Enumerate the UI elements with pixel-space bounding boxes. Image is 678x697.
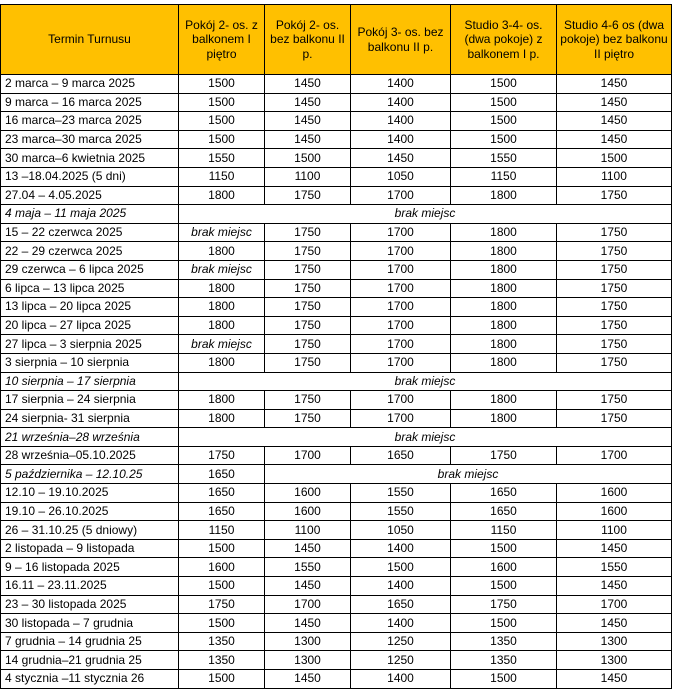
price-cell: 1750 [557,223,672,242]
price-cell: 1750 [557,260,672,279]
price-cell: 1650 [179,484,265,503]
price-cell: 1700 [351,316,451,335]
price-cell: 1150 [451,521,557,540]
table-row [1,670,672,689]
table-row [1,112,672,131]
term-cell: 13 –18.04.2025 (5 dni) [1,167,179,186]
price-cell: 1350 [451,651,557,670]
price-cell: 1650 [451,484,557,503]
price-cell: 1600 [557,502,672,521]
price-cell: 1750 [557,391,672,410]
price-cell: 1450 [265,93,351,112]
table-row [1,409,672,428]
table-row [1,539,672,558]
price-cell: 1750 [179,446,265,465]
price-cell: 1100 [265,167,351,186]
price-cell: 1700 [557,595,672,614]
price-cell: 1450 [265,130,351,149]
table-row [1,595,672,614]
term-cell: 9 marca – 16 marca 2025 [1,93,179,112]
table-row [1,353,672,372]
term-cell: 21 września–28 września [1,428,179,447]
price-cell: 1550 [451,149,557,168]
price-cell: 1700 [351,335,451,354]
term-cell: 13 lipca – 20 lipca 2025 [1,298,179,317]
price-cell: 1450 [557,130,672,149]
price-cell: 1700 [351,409,451,428]
header-term: Termin Turnusu [1,5,179,75]
price-cell: 1550 [351,502,451,521]
price-cell: 1800 [451,316,557,335]
price-cell: 1700 [351,391,451,410]
price-cell: 1450 [265,75,351,94]
price-cell: 1450 [557,670,672,689]
price-cell: 1500 [179,670,265,689]
header-row [1,5,672,75]
price-cell: 1750 [265,409,351,428]
price-cell: 1450 [557,93,672,112]
price-cell: 1300 [265,632,351,651]
price-cell: 1750 [265,242,351,261]
price-cell: 1050 [351,521,451,540]
term-cell: 10 sierpnia – 17 sierpnia [1,372,179,391]
table-row [1,428,672,447]
price-cell: 1700 [351,279,451,298]
price-cell: 1300 [557,632,672,651]
price-cell: 1500 [451,130,557,149]
term-cell: 14 grudnia–21 grudnia 25 [1,651,179,670]
term-cell: 2 listopada – 9 listopada [1,539,179,558]
price-cell: 1100 [265,521,351,540]
term-cell: 28 września–05.10.2025 [1,446,179,465]
price-cell: 1750 [265,298,351,317]
table-row [1,558,672,577]
price-cell: 1800 [451,391,557,410]
price-cell: 1500 [451,539,557,558]
table-row [1,167,672,186]
table-row [1,651,672,670]
price-cell: 1500 [179,577,265,596]
term-cell: 4 maja – 11 maja 2025 [1,205,179,224]
price-cell: 1800 [451,279,557,298]
term-cell: 23 marca–30 marca 2025 [1,130,179,149]
price-cell: 1600 [179,558,265,577]
price-cell: 1500 [265,149,351,168]
price-cell: 1100 [557,167,672,186]
price-cell: 1500 [557,149,672,168]
term-cell: 27 lipca – 3 sierpnia 2025 [1,335,179,354]
price-cell: 1800 [451,223,557,242]
price-cell: 1750 [265,391,351,410]
header-studio-4-6: Studio 4-6 os (dwa pokoje) bez balkonu II piętro [557,5,672,75]
price-cell: 1150 [451,167,557,186]
term-cell: 7 grudnia – 14 grudnia 25 [1,632,179,651]
price-cell: 1450 [557,112,672,131]
price-cell: 1450 [265,614,351,633]
price-cell: 1350 [179,651,265,670]
term-cell: 9 – 16 listopada 2025 [1,558,179,577]
price-cell: 1700 [351,242,451,261]
table-row [1,242,672,261]
table-header [1,5,672,75]
term-cell: 16.11 – 23.11.2025 [1,577,179,596]
term-cell: 2 marca – 9 marca 2025 [1,75,179,94]
price-cell: 1550 [265,558,351,577]
price-cell: 1400 [351,93,451,112]
price-cell: 1750 [179,595,265,614]
price-cell: 1500 [179,539,265,558]
price-cell: 1800 [451,260,557,279]
price-cell: 1800 [179,298,265,317]
price-cell: 1800 [179,316,265,335]
table-row [1,502,672,521]
price-cell: 1400 [351,614,451,633]
term-cell: 27.04 – 4.05.2025 [1,186,179,205]
table-row [1,260,672,279]
term-cell: 12.10 – 19.10.2025 [1,484,179,503]
no-availability-cell: brak miejsc [179,335,265,354]
price-cell: 1550 [179,149,265,168]
term-cell: 29 czerwca – 6 lipca 2025 [1,260,179,279]
no-availability-cell: brak miejsc [179,428,672,447]
table-row [1,93,672,112]
no-availability-cell: brak miejsc [265,465,672,484]
table-row [1,223,672,242]
price-cell: 1450 [265,112,351,131]
price-cell: 1800 [179,391,265,410]
table-row [1,484,672,503]
price-cell: 1650 [451,502,557,521]
price-cell: 1800 [451,335,557,354]
table-row [1,446,672,465]
price-cell: 1050 [351,167,451,186]
price-cell: 1450 [265,670,351,689]
header-studio-3-4: Studio 3-4- os. (dwa pokoje) z balkonem I p. [451,5,557,75]
price-cell: 1250 [351,632,451,651]
price-cell: 1750 [557,242,672,261]
price-cell: 1750 [265,335,351,354]
price-cell: 1450 [557,75,672,94]
no-availability-cell: brak miejsc [179,223,265,242]
price-cell: 1700 [351,260,451,279]
term-cell: 17 sierpnia – 24 sierpnia [1,391,179,410]
price-cell: 1500 [179,75,265,94]
price-cell: 1700 [351,186,451,205]
price-cell: 1750 [265,186,351,205]
price-cell: 1600 [265,502,351,521]
price-cell: 1450 [557,614,672,633]
price-cell: 1500 [179,614,265,633]
table-row [1,75,672,94]
price-cell: 1550 [557,558,672,577]
price-cell: 1450 [351,149,451,168]
price-cell: 1800 [179,279,265,298]
price-cell: 1800 [451,242,557,261]
price-cell: 1500 [179,112,265,131]
price-cell: 1300 [265,651,351,670]
price-cell: 1800 [451,186,557,205]
price-cell: 1450 [557,539,672,558]
price-cell: 1700 [351,298,451,317]
price-cell: 1800 [179,186,265,205]
price-table [0,4,672,689]
price-cell: 1750 [557,335,672,354]
term-cell: 22 – 29 czerwca 2025 [1,242,179,261]
price-cell: 1400 [351,130,451,149]
no-availability-cell: brak miejsc [179,260,265,279]
price-cell: 1100 [557,521,672,540]
price-cell: 1750 [265,279,351,298]
table-row [1,149,672,168]
price-cell: 1500 [451,670,557,689]
price-cell: 1750 [265,316,351,335]
table-row [1,521,672,540]
price-cell: 1700 [265,595,351,614]
price-cell: 1750 [557,316,672,335]
price-cell: 1450 [265,577,351,596]
price-cell: 1800 [179,242,265,261]
header-room-2-no-balcony: Pokój 2- os. bez balkonu II p. [265,5,351,75]
price-cell: 1500 [179,93,265,112]
price-cell: 1800 [179,353,265,372]
price-cell: 1600 [557,484,672,503]
table-row [1,632,672,651]
term-cell: 24 sierpnia- 31 sierpnia [1,409,179,428]
price-cell: 1300 [557,651,672,670]
price-cell: 1500 [451,577,557,596]
no-availability-cell: brak miejsc [179,205,672,224]
price-table-container [0,4,672,689]
price-cell: 1750 [557,298,672,317]
price-cell: 1500 [451,112,557,131]
term-cell: 30 listopada – 7 grudnia [1,614,179,633]
table-body [1,75,672,689]
term-cell: 19.10 – 26.10.2025 [1,502,179,521]
price-cell: 1150 [179,167,265,186]
price-cell: 1500 [451,614,557,633]
price-cell: 1800 [451,353,557,372]
table-row [1,391,672,410]
no-availability-cell: brak miejsc [179,372,672,391]
table-row [1,614,672,633]
price-cell: 1700 [265,446,351,465]
price-cell: 1650 [179,465,265,484]
table-row [1,279,672,298]
price-cell: 1700 [351,223,451,242]
term-cell: 23 – 30 listopada 2025 [1,595,179,614]
price-cell: 1500 [351,558,451,577]
price-cell: 1650 [351,595,451,614]
price-cell: 1250 [351,651,451,670]
price-cell: 1450 [265,539,351,558]
price-cell: 1750 [451,446,557,465]
term-cell: 6 lipca – 13 lipca 2025 [1,279,179,298]
term-cell: 5 października – 12.10.25 [1,465,179,484]
price-cell: 1150 [179,521,265,540]
header-room-3-no-balcony: Pokój 3- os. bez balkonu II p. [351,5,451,75]
term-cell: 3 sierpnia – 10 sierpnia [1,353,179,372]
term-cell: 15 – 22 czerwca 2025 [1,223,179,242]
price-cell: 1400 [351,112,451,131]
term-cell: 16 marca–23 marca 2025 [1,112,179,131]
price-cell: 1600 [451,558,557,577]
price-cell: 1500 [179,130,265,149]
table-row [1,186,672,205]
header-room-2-balcony: Pokój 2- os. z balkonem I piętro [179,5,265,75]
price-cell: 1800 [451,409,557,428]
term-cell: 4 stycznia –11 stycznia 26 [1,670,179,689]
price-cell: 1450 [557,577,672,596]
table-row [1,577,672,596]
table-row [1,372,672,391]
price-cell: 1750 [265,223,351,242]
term-cell: 20 lipca – 27 lipca 2025 [1,316,179,335]
table-row [1,335,672,354]
price-cell: 1750 [557,186,672,205]
price-cell: 1650 [351,446,451,465]
term-cell: 26 – 31.10.25 (5 dniowy) [1,521,179,540]
price-cell: 1750 [451,595,557,614]
price-cell: 1600 [265,484,351,503]
price-cell: 1750 [557,353,672,372]
term-cell: 30 marca–6 kwietnia 2025 [1,149,179,168]
table-row [1,298,672,317]
price-cell: 1400 [351,577,451,596]
table-row [1,205,672,224]
table-row [1,316,672,335]
price-cell: 1400 [351,670,451,689]
price-cell: 1650 [179,502,265,521]
price-cell: 1750 [265,353,351,372]
table-row [1,465,672,484]
price-cell: 1700 [351,353,451,372]
price-cell: 1400 [351,75,451,94]
price-cell: 1550 [351,484,451,503]
price-cell: 1800 [179,409,265,428]
price-cell: 1350 [451,632,557,651]
table-row [1,130,672,149]
price-cell: 1750 [557,279,672,298]
price-cell: 1800 [451,298,557,317]
price-cell: 1500 [451,93,557,112]
price-cell: 1750 [557,409,672,428]
price-cell: 1500 [451,75,557,94]
price-cell: 1400 [351,539,451,558]
price-cell: 1700 [557,446,672,465]
price-cell: 1750 [265,260,351,279]
price-cell: 1350 [179,632,265,651]
